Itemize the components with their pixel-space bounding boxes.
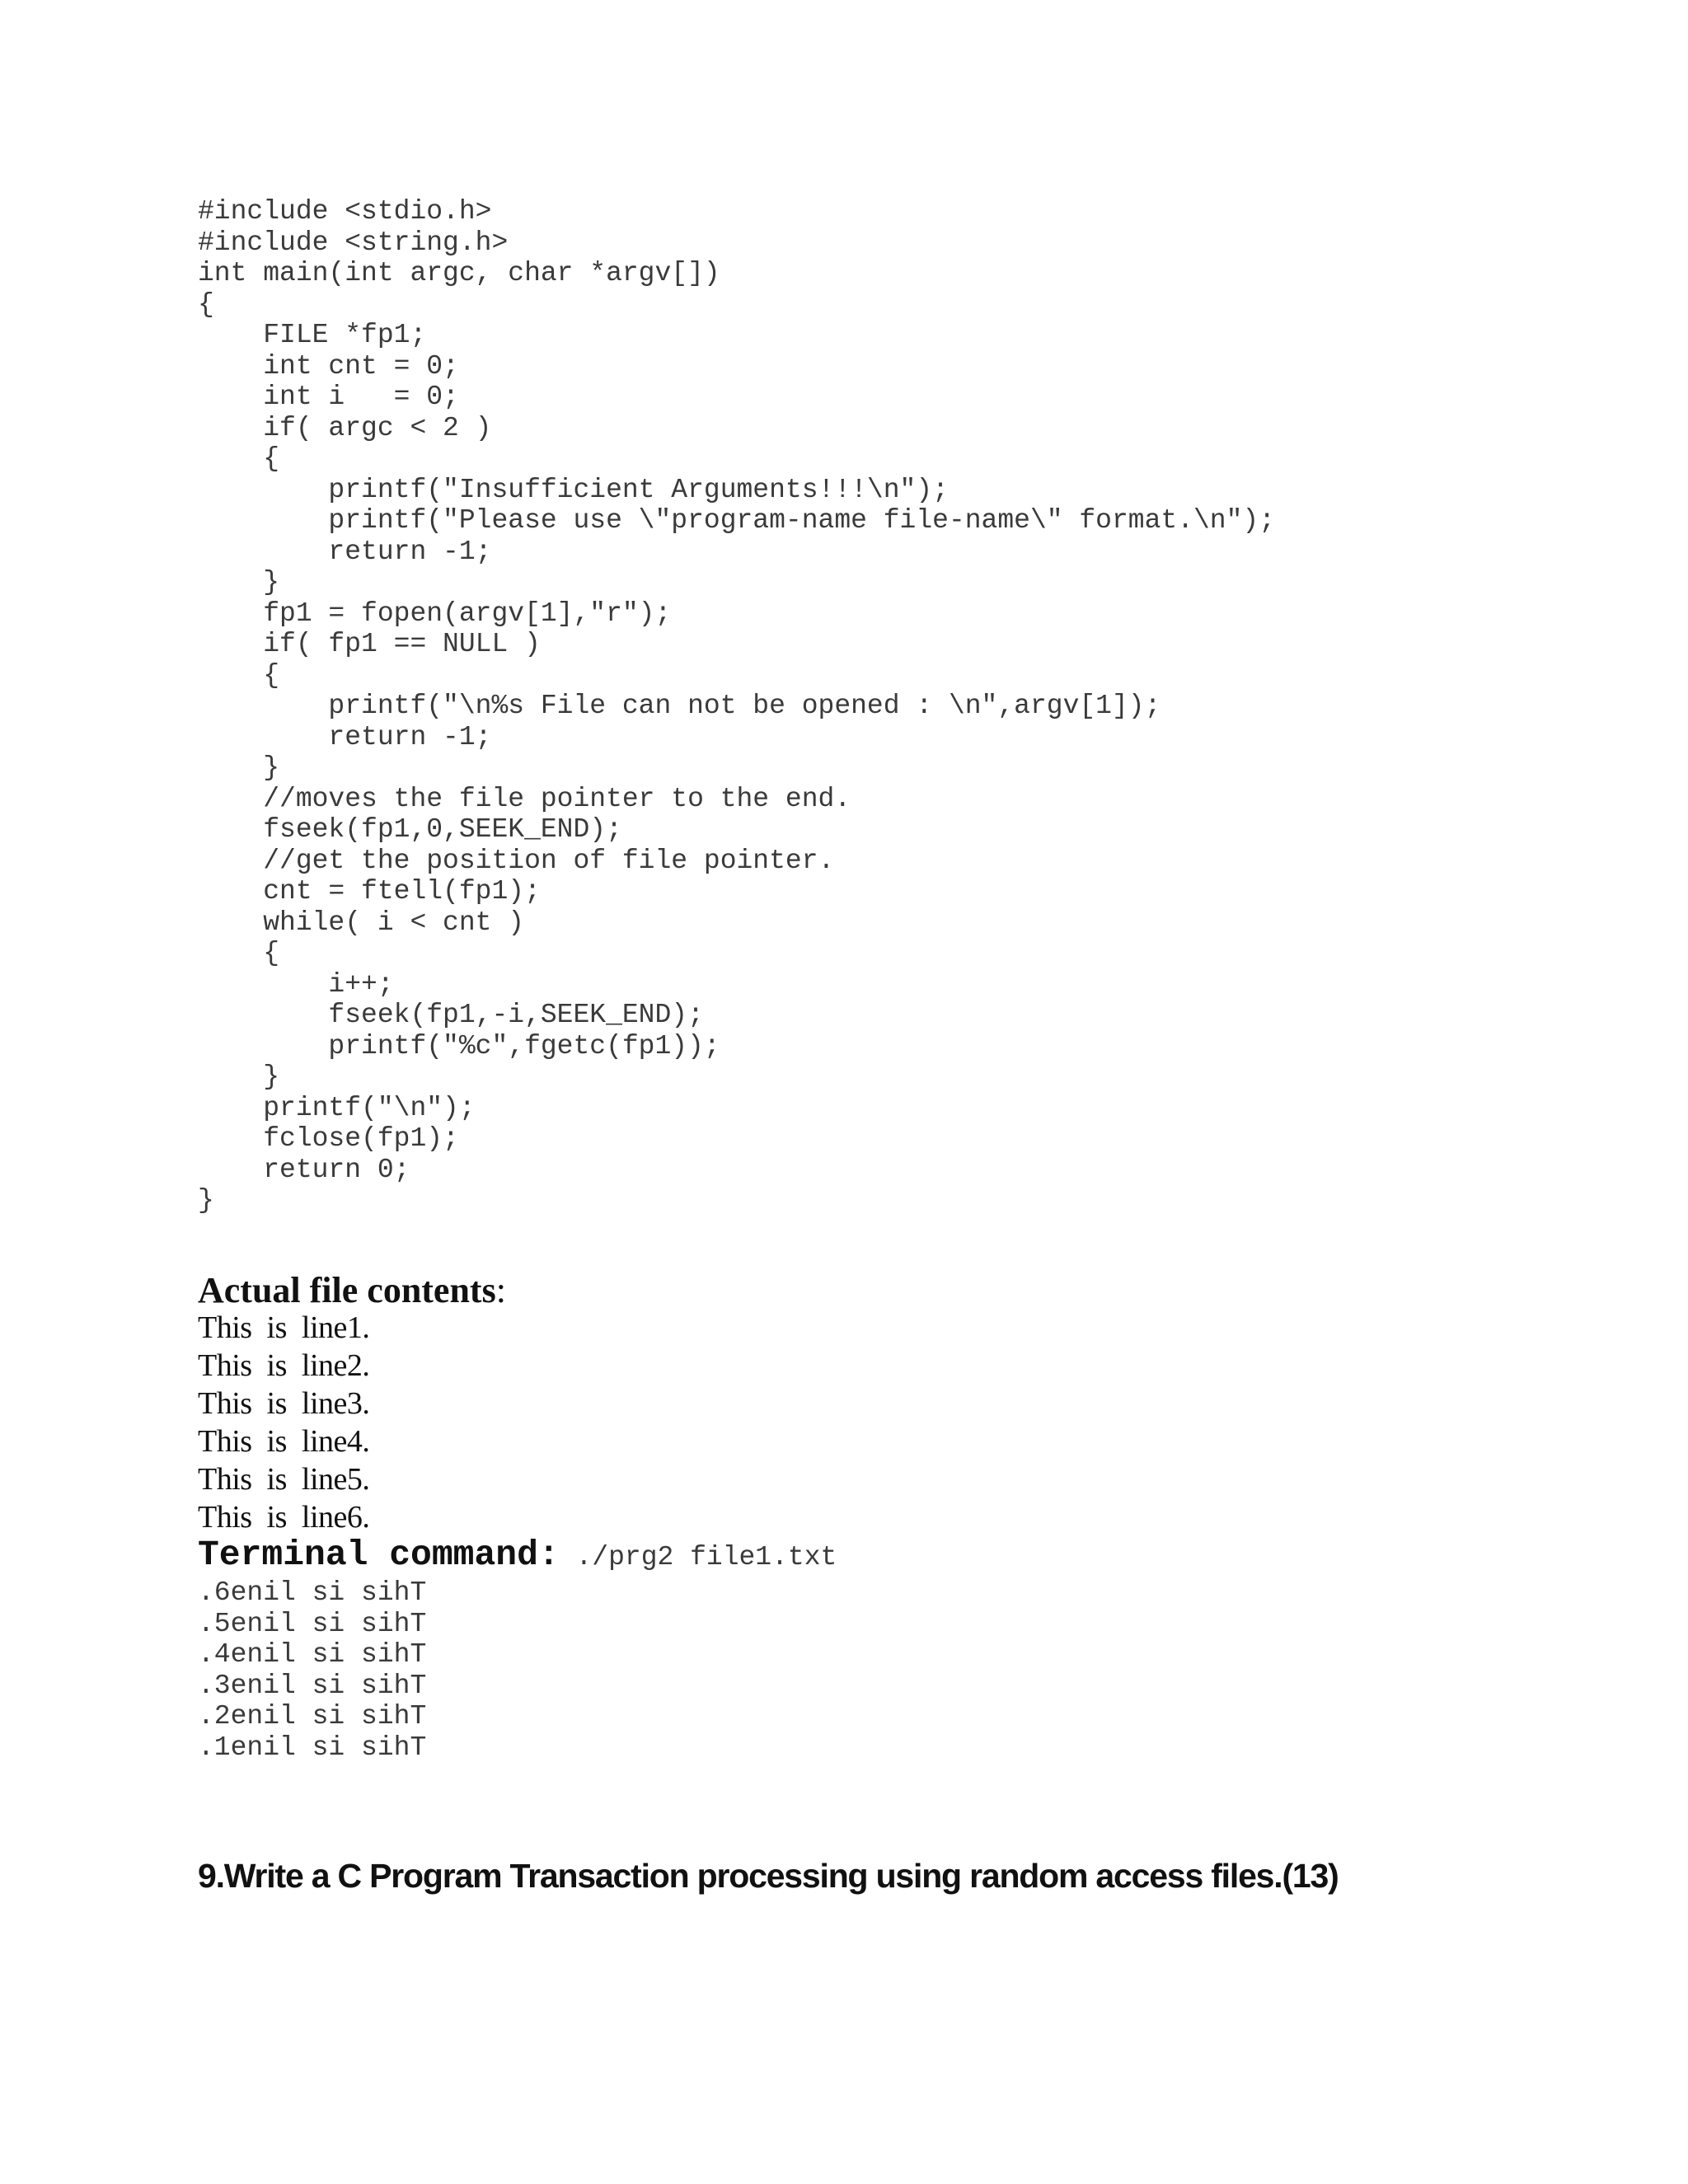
code-line: int i = 0; [198, 382, 459, 412]
code-line: printf("\n"); [198, 1092, 476, 1123]
code-line: fclose(fp1); [198, 1123, 459, 1154]
code-line: printf("\n%s File can not be opened : \n",argv[1]); [198, 691, 1161, 721]
file-content-line: This is line6. [198, 1500, 370, 1535]
code-line: } [198, 1062, 280, 1092]
file-content-line: This is line4. [198, 1424, 370, 1459]
terminal-command-label: Terminal command: [198, 1535, 560, 1575]
code-listing [198, 196, 1648, 1216]
code-line: printf("Insufficient Arguments!!!\n"); [198, 474, 949, 505]
code-line: if( fp1 == NULL ) [198, 629, 541, 659]
code-line: } [198, 752, 280, 783]
code-line: i++; [198, 968, 394, 1000]
code-line: { [198, 443, 280, 474]
file-contents-heading-colon: : [495, 1270, 506, 1310]
code-line: return 0; [198, 1154, 410, 1185]
code-line: int cnt = 0; [198, 350, 459, 382]
code-line: return -1; [198, 536, 492, 567]
code-line: printf("%c",fgetc(fp1)); [198, 1030, 720, 1062]
terminal-output-line: .5enil si sihT [198, 1608, 427, 1639]
code-line: FILE *fp1; [198, 320, 427, 350]
code-line: #include <stdio.h> [198, 196, 492, 227]
code-line: return -1; [198, 721, 492, 752]
code-line: while( i < cnt ) [198, 907, 525, 938]
code-line: fp1 = fopen(argv[1],"r"); [198, 598, 672, 629]
code-line: printf("Please use \"program-name file-name\" format.\n"); [198, 505, 1276, 536]
code-line: fseek(fp1,0,SEEK_END); [198, 814, 622, 845]
terminal-output-line: .3enil si sihT [198, 1670, 427, 1701]
terminal-command-text: ./prg2 file1.txt [559, 1542, 837, 1572]
terminal-output-line: .6enil si sihT [198, 1577, 427, 1608]
file-contents-heading-text: Actual file contents [198, 1270, 496, 1310]
code-line: { [198, 938, 280, 968]
code-line: { [198, 659, 280, 691]
code-line: } [198, 567, 280, 598]
file-content-line: This is line3. [198, 1386, 370, 1421]
code-line: cnt = ftell(fp1); [198, 876, 541, 907]
file-content-line: This is line1. [198, 1310, 370, 1345]
code-line: //moves the file pointer to the end. [198, 783, 851, 814]
code-line: if( argc < 2 ) [198, 412, 492, 443]
file-content-line: This is line2. [198, 1348, 370, 1383]
code-line: fseek(fp1,-i,SEEK_END); [198, 1000, 704, 1030]
code-line: int main(int argc, char *argv[]) [198, 258, 720, 288]
code-line: { [198, 288, 214, 320]
terminal-command-row [198, 1535, 837, 1578]
terminal-output-line: .2enil si sihT [198, 1701, 427, 1732]
file-contents-list [198, 1309, 369, 1536]
question-heading: 9.Write a C Program Transaction processing using random access files.(13) [198, 1857, 1339, 1895]
terminal-output-line: .4enil si sihT [198, 1639, 427, 1670]
code-line: //get the position of file pointer. [198, 845, 835, 876]
file-content-line: This is line5. [198, 1462, 370, 1497]
code-line: } [198, 1185, 214, 1216]
terminal-output-line: .1enil si sihT [198, 1732, 427, 1763]
terminal-output [198, 1577, 426, 1763]
code-line: #include <string.h> [198, 227, 509, 258]
file-contents-heading [198, 1269, 506, 1312]
